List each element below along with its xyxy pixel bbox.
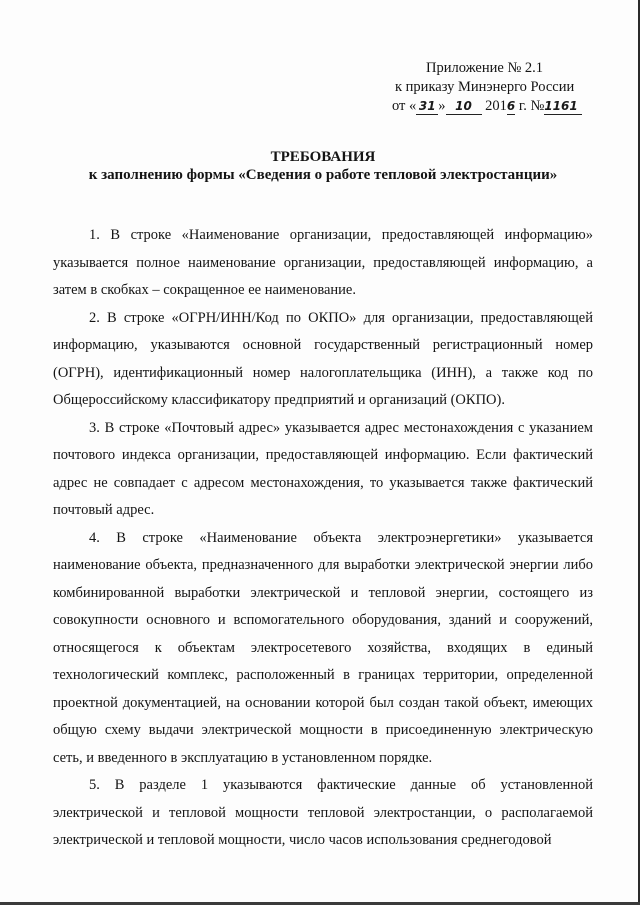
handwritten-order-number: 1161	[544, 99, 582, 115]
document-body	[53, 222, 593, 855]
handwritten-day: 31	[416, 99, 438, 115]
date-prefix: от «	[392, 98, 417, 114]
date-quote-close: »	[438, 98, 446, 114]
appendix-order-reference: к приказу Минэнерго России	[395, 79, 575, 95]
document-subheading: к заполнению формы «Сведения о работе тепловой электростанции»	[88, 167, 558, 183]
document-heading: ТРЕБОВАНИЯ	[270, 149, 376, 165]
paragraph-2: 2. В строке «ОГРН/ИНН/Код по ОКПО» для организации, предоставляющей информацию, указываются основной государственный регистрационный номер (ОГРН), идентификационный номер налогоплательщика (ИНН), а также код по Общероссийскому классификатору предприятий и организаций (ОКПО).	[53, 309, 593, 408]
paragraph-4: 4. В строке «Наименование объекта электроэнергетики» указывается наименование объекта, предназначенного для выработки электрической энергии либо комбинированной выработки электрической и тепловой энергии, состоящего из совокупности основного и вспомогательного оборудования, зданий и сооружений, относящегося к объектам электросетевого хозяйства, входящих в единый технологический комплекс, расположенный в границах территории, определенной проектной документацией, на основании которой был создан такой объект, имеющих общую схему выдачи электрической мощности в присоединенную электрическую сеть, и введенного в эксплуатацию в установленном порядке.	[53, 529, 593, 766]
paragraph-1: 1. В строке «Наименование организации, предоставляющей информацию» указывается полное наименование организации, предоставляющей информацию, а затем в скобках – сокращенное ее наименование.	[53, 227, 593, 298]
handwritten-year-digit: 6	[506, 99, 516, 113]
handwritten-month: 10	[446, 99, 482, 115]
paragraph-5: 5. В разделе 1 указываются фактические данные об установленной электрической и тепловой мощности тепловой электростанции, о располагаемой электрической и тепловой мощности, число часов использования среднегодовой	[53, 777, 593, 848]
paragraph-3: 3. В строке «Почтовый адрес» указывается адрес местонахождения с указанием почтового индекса организации, предоставляющей информацию. Если фактический адрес не совпадает с адресом местонахождения, то указывается также фактический почтовый адрес.	[53, 419, 593, 518]
year-suffix: г. №	[515, 98, 545, 114]
appendix-order-date-number	[392, 97, 612, 116]
appendix-header	[392, 59, 612, 116]
appendix-number: Приложение № 2.1	[426, 60, 544, 76]
year-prefix: 201	[485, 98, 507, 114]
